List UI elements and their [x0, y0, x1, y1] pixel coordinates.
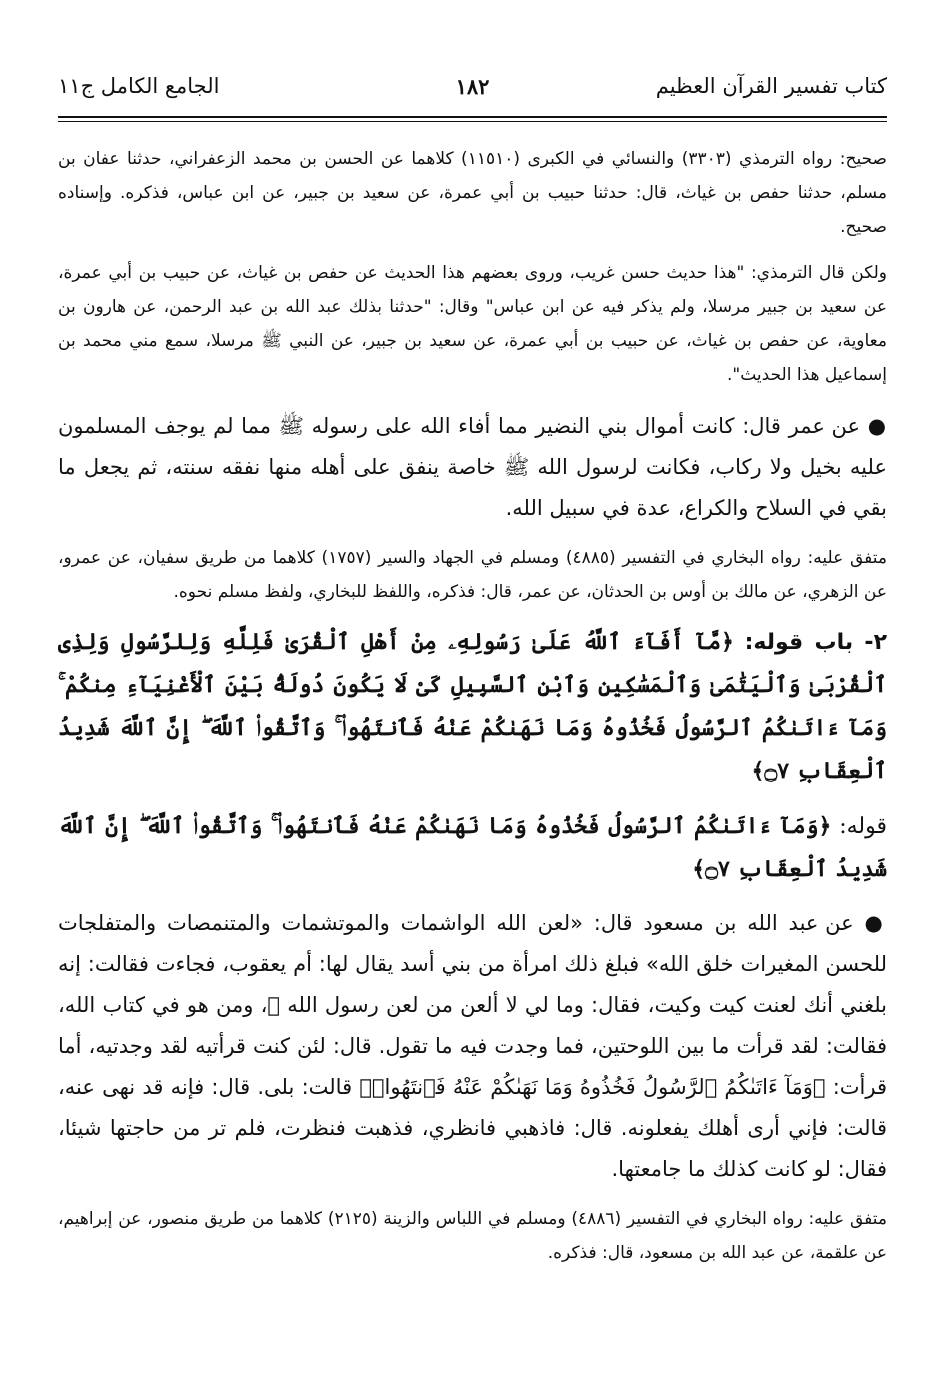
running-header: [58, 74, 887, 112]
header-rule-thick: [58, 116, 887, 118]
takhrij-umar: متفق عليه: رواه البخاري في التفسير (٤٨٨٥) ومسلم في الجهاد والسير (١٧٥٧) كلاهما من طريق سفيان، عن عمرو، عن الزهري، عن مالك بن أوس بن الحدثان، عن عمر، قال: فذكره، واللفظ للبخاري، ولفظ مسلم نحوه.: [58, 548, 887, 602]
page-number: ١٨٢: [455, 74, 490, 99]
page-content: [58, 142, 887, 1270]
hadith-umar-text: عن عمر قال: كانت أموال بني النضير مما أفاء الله على رسوله ﷺ مما لم يوجف المسلمون عليه بخيل ولا ركاب، فكانت لرسول الله ﷺ خاصة ينفق على أهله منها نفقه سنته، ثم يجعل ما بقي في السلاح والكراع، عدة في سبيل الله.: [58, 414, 887, 520]
bullet-icon: ●: [864, 911, 887, 935]
book-title: كتاب تفسير القرآن العظيم: [655, 74, 887, 98]
takhrij-tirmidhi: صحيح: رواه الترمذي (٣٣٠٣) والنسائي في الكبرى (١١٥١٠) كلاهما عن الحسن بن محمد الزعفراني، حدثنا عفان بن مسلم، حدثنا حفص بن غياث، قال: حدثنا حبيب بن أبي عمرة، عن سعيد بن جبير، عن ابن عباس، فذكره. وإسناده صحيح.: [58, 149, 887, 237]
verse-quote: [58, 805, 887, 891]
verse-text: ﴿وَمَآ ءَاتَىٰكُمُ ٱلرَّسُولُ فَخُذُوهُ وَمَا نَهَىٰكُمْ عَنْهُ فَٱنتَهُوا۟ ۚ وَٱتَّقُوا۟ ٱللَّهَ ۖ إِنَّ ٱللَّهَ شَدِيدُ ٱلْعِقَابِ ۝٧﴾: [58, 813, 887, 882]
volume-title: الجامع الكامل ج١١: [58, 74, 220, 98]
hadith-ibn-masud: [58, 903, 887, 1190]
chapter-heading: [58, 621, 887, 793]
hadith-ibn-masud-text: عن عبد الله بن مسعود قال: «لعن الله الواشمات والموتشمات والمتنمصات والمتفلجات للحسن المغيرات خلق الله» فبلغ ذلك امرأة من بني أسد يقال لها: أم يعقوب، فجاءت فقالت: إنه بلغني أنك لعنت كيت وكيت، فقال: وما لي لا ألعن من لعن رسول الله ﷺ، ومن هو في كتاب الله، فقالت: لقد قرأت ما بين اللوحتين، فما وجدت فيه ما تقول. قال: لئن كنت قرأتيه لقد وجدتيه، أما قرأت: ﴿وَمَآ ءَاتَىٰكُمُ ٱلرَّسُولُ فَخُذُوهُ وَمَا نَهَىٰكُمْ عَنْهُ فَٱنتَهُوا۟﴾ قالت: بلى. قال: فإنه قد نهى عنه، قالت: فإني أرى أهلك يفعلونه. قال: فاذهبي فانظري، فذهبت فنظرت، فلم تر من حاجتها شيئا، فقال: لو كانت كذلك ما جامعتها.: [58, 911, 887, 1181]
takhrij-ibn-masud: متفق عليه: رواه البخاري في التفسير (٤٨٨٦) ومسلم في اللباس والزينة (٢١٢٥) كلاهما من طريق منصور، عن إبراهيم، عن علقمة، عن عبد الله بن مسعود، قال: فذكره.: [58, 1209, 888, 1263]
verse-label: قوله:: [839, 814, 887, 839]
header-rule-thin: [58, 121, 887, 122]
hadith-umar: [58, 406, 887, 529]
chapter-verse: ﴿مَّآ أَفَآءَ ٱللَّهُ عَلَىٰ رَسُولِهِۦ مِنْ أَهْلِ ٱلْقُرَىٰ فَلِلَّهِ وَلِلرَّسُولِ وَلِذِى ٱلْقُرْبَىٰ وَٱلْيَتَٰمَىٰ وَٱلْمَسَٰكِينِ وَٱبْنِ ٱلسَّبِيلِ كَىْ لَا يَكُونَ دُولَةًۢ بَيْنَ ٱلْأَغْنِيَآءِ مِنكُمْ ۚ وَمَآ ءَاتَىٰكُمُ ٱلرَّسُولُ فَخُذُوهُ وَمَا نَهَىٰكُمْ عَنْهُ فَٱنتَهُوا۟ ۚ وَٱتَّقُوا۟ ٱللَّهَ ۖ إِنَّ ٱللَّهَ شَدِيدُ ٱلْعِقَابِ ۝٧﴾: [58, 629, 887, 784]
bullet-icon: ●: [867, 414, 887, 438]
chapter-label: ٢- باب قوله:: [744, 630, 888, 655]
tirmidhi-comment: ولكن قال الترمذي: "هذا حديث حسن غريب، وروى بعضهم هذا الحديث عن حفص بن غياث، عن حبيب بن أبي عمرة، عن سعيد بن جبير مرسلا، ولم يذكر فيه عن ابن عباس" وقال: "حدثنا بذلك عبد الله بن عبد الرحمن، عن هارون بن معاوية، عن حفص بن غياث، عن حبيب بن أبي عمرة، عن سعيد بن جبير، عن النبي ﷺ مرسلا، سمع مني محمد بن إسماعيل هذا الحديث".: [58, 263, 887, 385]
